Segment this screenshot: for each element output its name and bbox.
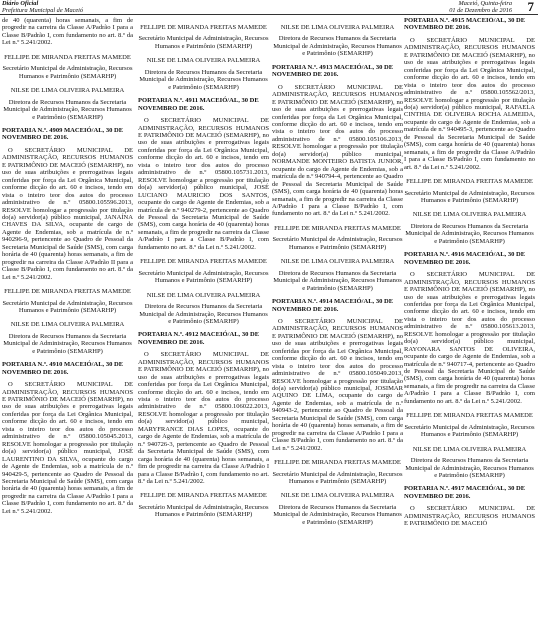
column-3 (272, 17, 403, 640)
signatory-role: Secretário Municipal de Administração, Recursos Humanos e Patrimônio (SEMARHP) (272, 236, 403, 251)
signatory-name: FELLIPE DE MIRANDA FREITAS MAMEDE (406, 178, 533, 186)
page-header (0, 0, 538, 15)
publication-info (2, 0, 83, 14)
signatory-name: FELLIPE DE MIRANDA FREITAS MAMEDE (274, 224, 401, 232)
column-1 (2, 17, 133, 640)
portaria-title: PORTARIA N.º. 4909 MACEIÓ/AL, 30 DE NOVEMBRO DE 2016. (2, 126, 124, 142)
publication-subtitle: Prefeitura Municipal de Maceió (2, 7, 84, 14)
signatory-name: FELLIPE DE MIRANDA FREITAS MAMEDE (4, 53, 131, 61)
signatory-role: Diretora de Recursos Humanos da Secretaria Municipal de Administração, Recursos Humanos e Patrimônio (SEMARHP) (139, 68, 268, 91)
body-paragraph: O SECRETÁRIO MUNICIPAL DE ADMINISTRAÇÃO, RECURSOS HUMANOS E PATRIMÔNIO DE MACEIÓ (SEMARHP), no uso de suas atribuições e prerrogativas legais conferidas por força da Lei Orgânica Municipal, conforme dicção do art. 60 e incisos, tendo em vista o inteiro teor dos autos do processo administrativo de n.º 05800.105045.2013, RESOLVE homologar a progressão por titulação do(a) servidor(a) público municipal, JOSÉ LAURENTINO DA SILVA, ocupante do cargo de Agente de Endemias, sob a matrícula de n.º 940429-5, pertencente ao Quadro de Pessoal da Secretaria Municipal de Saúde (SMS), com carga horária de 40 (quarenta) horas semanais, a fim de progredir na carreira da Classe A/Padrão I para a Classe B/Padrão I, com fundamento no art. 8.º da Lei n.º 5.241/2002. (2, 381, 133, 515)
signatory-role: Secretário Municipal de Administração, Recursos Humanos e Patrimônio (SEMARHP) (138, 503, 269, 519)
signatory-role: Secretário Municipal de Administração, Recursos Humanos e Patrimônio (SEMARHP) (404, 189, 535, 204)
portaria-title: PORTARIA N.º. 4910 MACEIÓ/AL, 30 DE NOVEMBRO DE 2016. (2, 361, 124, 376)
signatory-name: NILSE DE LIMA OLIVEIRA PALMEIRA (146, 57, 261, 65)
signatory-role: Diretora de Recursos Humanos da Secretaria Municipal de Administração, Recursos Humanos e Patrimônio (SEMARHP) (405, 222, 534, 245)
body-paragraph: O SECRETÁRIO MUNICIPAL DE ADMINISTRAÇÃO, RECURSOS HUMANOS E PATRIMÔNIO DE MACEIÓ (SEMARHP), no uso de suas atribuições e prerrogativas legais conferidas por força da Lei Orgânica Municipal, conforme dicção do art. 60 e incisos, tendo em vista o inteiro teor dos autos do processo administrativo de n.º 05800.105613.2013, RESOLVE homologar a progressão por titulação do(a) servidor(a) público municipal, RAYONARA SANTOS DE OLIVEIRA, ocupante do cargo de Agente de Endemias, sob a matrícula de n.º 940717-4, pertencente ao Quadro de Pessoal da Secretaria Municipal de Saúde (SMS), com carga horária de 40 (quarenta) horas semanais, a fim de progredir na carreira da Classe A/Padrão I para a Classe B/Padrão I, com fundamento no art. 8.º da Lei n.º 5.241/2002. (404, 271, 535, 405)
signatory-role: Diretora de Recursos Humanos da Secretaria Municipal de Administração, Recursos Humanos e Patrimônio (SEMARHP) (273, 269, 402, 292)
signatory-name: FELLIPE DE MIRANDA FREITAS MAMEDE (274, 459, 401, 467)
issue-date-line2: 01 de Dezembro de 2016 (449, 7, 512, 14)
body-paragraph: O SECRETÁRIO MUNICIPAL DE ADMINISTRAÇÃO, RECURSOS HUMANOS E PATRIMÔNIO DE MACEIÓ (SEMARHP), no uso de suas atribuições e prerrogativas legais conferidas por força da Lei Orgânica Municipal, conforme dicção do art. 60 e incisos, tendo em vista o inteiro teor dos autos do processo administrativo de n.º 05800.106022.2013, RESOLVE homologar a progressão por titulação do(a) servidor(a) público municipal, MARYFRANCE DIAS LOPES, ocupante do cargo de Agente de Endemias, sob a matrícula de n.º 940726-3, pertencente ao Quadro de Pessoal da Secretaria Municipal de Saúde (SMS), com carga horária de 40 (quarenta) horas semanais, a fim de progredir na carreira da Classe A/Padrão I para a Classe B/Padrão I, com fundamento no art. 8.º da Lei n.º 5.241/2002. (138, 351, 269, 486)
signatory-name: NILSE DE LIMA OLIVEIRA PALMEIRA (280, 492, 395, 500)
signatory-role: Diretora de Recursos Humanos da Secretaria Municipal de Administração, Recursos Humanos e Patrimônio (SEMARHP) (3, 332, 132, 355)
portaria-title: PORTARIA N.º. 4915 MACEIÓ/AL, 30 DE NOVEMBRO DE 2016. (404, 17, 526, 32)
signatory-role: Diretora de Recursos Humanos da Secretaria Municipal de Administração, Recursos Humanos e Patrimônio (SEMARHP) (3, 98, 132, 121)
article-columns (0, 17, 538, 640)
signatory-role: Secretário Municipal de Administração, Recursos Humanos e Patrimônio (SEMARHP) (138, 35, 269, 50)
body-paragraph: O SECRETÁRIO MUNICIPAL DE ADMINISTRAÇÃO, RECURSOS HUMANOS E PATRIMÔNIO DE MACEIÓ (SEMARHP), no uso de suas atribuições e prerrogativas legais conferidas por força da Lei Orgânica Municipal, conforme dicção do art. 60 e incisos, tendo em vista o inteiro teor dos autos do processo administrativo de n.º 05800.105596.2013, RESOLVE homologar a progressão por titulação do(a) servidor(a) público municipal, JANAÍNA CHAVES DA SILVA, ocupante de cargo de Agente de Endemias, sob a matrícula de n.º 940296-9, pertencente ao Quadro de Pessoal da Secretaria Municipal de Saúde (SMS), com carga horária de 40 (quarenta) horas semanais, a fim de progredir na carreira da Classe A/Padrão II para a Classe B/Padrão I, com fundamento no art. 8.º da Lei n.º 5.241/2002. (2, 146, 133, 281)
column-2 (138, 17, 269, 640)
portaria-title: PORTARIA N.º. 4914 MACEIÓ/AL, 30 DE NOVEMBRO DE 2016. (272, 298, 394, 313)
portaria-title: PORTARIA N.º. 4913 MACEIÓ/AL, 30 DE NOVEMBRO DE 2016. (272, 63, 394, 79)
signatory-role: Secretário Municipal de Administração, Recursos Humanos e Patrimônio (SEMARHP) (2, 65, 133, 80)
signatory-name: FELLIPE DE MIRANDA FREITAS MAMEDE (140, 492, 267, 500)
signatory-role: Diretora de Recursos Humanos da Secretaria Municipal de Administração, Recursos Humanos e Patrimônio (SEMARHP) (405, 457, 534, 480)
signatory-role: Secretário Municipal de Administração, Recursos Humanos e Patrimônio (SEMARHP) (2, 299, 133, 314)
signatory-role: Diretora de Recursos Humanos da Secretaria Municipal de Administração, Recursos Humanos e Patrimônio (SEMARHP) (273, 35, 402, 58)
body-paragraph: O SECRETÁRIO MUNICIPAL DE ADMINISTRAÇÃO, RECURSOS HUMANOS E PATRIMÔNIO DE MACEIÓ (SEMARHP), no uso de suas atribuições e prerrogativas legais conferidas por força da Lei Orgânica Municipal, conforme dicção do art. 60 e incisos, tendo em vista o inteiro teor dos autos do processo administrativo de n.º 05800.105106.2013, RESOLVE homologar a progressão por titulação do(a) servidor(a) público municipal, NORMANDE MONTEIRO BATISTA JUNIOR, ocupante do cargo de Agente de Endemias, sob a matrícula de n.º 940794-4, pertencente ao Quadro de Pessoal da Secretaria Municipal de Saúde (SMS), com carga horária de 40 (quarenta) horas semanais, a fim de progredir na carreira da Classe A/Padrão I para a Classe B/Padrão I, com fundamento no art. 8.º da Lei n.º 5.241/2002. (272, 83, 403, 218)
signatory-name: NILSE DE LIMA OLIVEIRA PALMEIRA (10, 321, 125, 329)
body-paragraph: O SECRETÁRIO MUNICIPAL DE ADMINISTRAÇÃO, RECURSOS HUMANOS E PATRIMÔNIO DE MACEIÓ (SEMARHP), no uso de suas atribuições e prerrogativas legais conferidas por força da Lei Orgânica Municipal, conforme dicção do art. 60 e incisos, tendo em vista o inteiro teor dos autos do processo administrativo de n.º 05800.105731.2013, RESOLVE homologar a progressão por titulação do(a) servidor(a) público municipal, JOSÉ LUCIANO MAURICIO DOS SANTOS, ocupante do cargo de Agente de Endemias, sob a matrícula de n.º 940279-2, pertencente ao Quadro de Pessoal da Secretaria Municipal de Saúde (SMS), com carga horária de 40 (quarenta) horas semanais, a fim de progredir na carreira da Classe A/Padrão I para a Classe B/Padrão I, com fundamento no art. 8.º da Lei n.º 5.241/2002. (138, 117, 269, 251)
body-paragraph: O SECRETÁRIO MUNICIPAL DE ADMINISTRAÇÃO, RECURSOS HUMANOS E PATRIMÔNIO DE MACEIÓ (SEMARHP), no uso de suas atribuições e prerrogativas legais conferidas por força da Lei Orgânica Municipal, conforme dicção do art. 60 e incisos, tendo em vista o inteiro teor dos autos do processo administrativo de n.º 05800.105562/2013, RESOLVE homologar a progressão por titulação do(a) servidor(a) público municipal, RAFAELA CINTHIA DE OLIVEIRA ROCHA ALMEIDA, ocupante do cargo de Agente de Endemias, sob a matrícula de n.º 940495-3, pertencente ao Quadro de Pessoal da Secretaria Municipal de Saúde (SMS), com carga horária de 40 (quarenta) horas semanais, a fim de progredir da Classe A/Padrão I para a Classe B/Padrão I, com fundamento no art. 8.º da Lei n.º 5.241/2002. (404, 36, 535, 171)
signatory-name: FELLIPE DE MIRANDA FREITAS MAMEDE (140, 24, 267, 31)
signatory-name: NILSE DE LIMA OLIVEIRA PALMEIRA (280, 258, 395, 266)
portaria-title: PORTARIA N.º. 4917 MACEIÓ/AL, 30 DE NOVEMBRO DE 2016. (404, 485, 526, 500)
signatory-role: Diretora de Recursos Humanos da Secretaria Municipal de Administração, Recursos Humanos e Patrimônio (SEMARHP) (139, 303, 268, 325)
signatory-name: FELLIPE DE MIRANDA FREITAS MAMEDE (4, 288, 131, 296)
issue-date (449, 0, 512, 14)
publication-name: Diário Oficial (2, 0, 39, 7)
signatory-role: Secretário Municipal de Administração, Recursos Humanos e Patrimônio (SEMARHP) (404, 423, 535, 439)
portaria-title: PORTARIA N.º. 4916 MACEIÓ/AL, 30 DE NOVEMBRO DE 2016. (404, 251, 526, 266)
signatory-name: NILSE DE LIMA OLIVEIRA PALMEIRA (412, 211, 527, 219)
body-paragraph: O SECRETÁRIO MUNICIPAL DE ADMINISTRAÇÃO, RECURSOS HUMANOS E PATRIMÔNIO DE MACEIÓ (SEMARHP), no uso de suas atribuições e prerrogativas legais conferidas por força da Lei Orgânica Municipal, conforme dicção do art. 60 e incisos, tendo em vista o inteiro teor dos autos do processo administrativo de n.º 05800.105049.2013, RESOLVE homologar a progressão por titulação do(a) servidor(a) público municipal, JOSIMAR AQUINO DE LIMA, ocupante do cargo de Agente de Endemias, sob a matrícula de n.º 940943-2, pertencente ao Quadro de Pessoal da Secretaria Municipal de Saúde (SMS), com carga horária de 40 (quarenta) horas semanais, a fim de progredir na carreira da Classe A/Padrão I para a Classe B/Padrão I, com fundamento no art. 8.º da Lei n.º 5.241/2002. (272, 317, 403, 452)
signatory-name: FELLIPE DE MIRANDA FREITAS MAMEDE (406, 412, 533, 420)
signatory-role: Secretário Municipal de Administração, Recursos Humanos e Patrimônio (SEMARHP) (138, 269, 269, 285)
body-paragraph: de 40 (quarenta) horas semanais, a fim de progredir na carreira da Classe A/Padrão I para a Classe B/Padrão I, com fundamento no art. 8.º da Lei n.º 5.241/2002. (2, 17, 133, 47)
portaria-title: PORTARIA N.º. 4912 MACEIÓ/AL, 30 DE NOVEMBRO DE 2016. (138, 331, 260, 346)
signatory-name: NILSE DE LIMA OLIVEIRA PALMEIRA (280, 24, 395, 31)
portaria-title: PORTARIA N.º. 4911 MACEIÓ/AL, 30 DE NOVEMBRO DE 2016. (138, 97, 259, 112)
signatory-role: Diretora de Recursos Humanos da Secretaria Municipal de Administração, Recursos Humanos e Patrimônio (SEMARHP) (273, 503, 402, 526)
signatory-name: NILSE DE LIMA OLIVEIRA PALMEIRA (10, 87, 125, 95)
column-4 (404, 17, 535, 640)
signatory-name: FELLIPE DE MIRANDA FREITAS MAMEDE (140, 258, 267, 266)
issue-date-line1: Maceió, Quinta-feira (458, 0, 512, 7)
signatory-role: Secretário Municipal de Administração, Recursos Humanos e Patrimônio (SEMARHP) (272, 470, 403, 486)
page-number: 7 (527, 0, 534, 14)
body-paragraph: O SECRETÁRIO MUNICIPAL DE ADMINISTRAÇÃO, RECURSOS HUMANOS E PATRIMÔNIO DE MACEIÓ (404, 505, 535, 528)
signatory-name: NILSE DE LIMA OLIVEIRA PALMEIRA (146, 291, 261, 299)
signatory-name: NILSE DE LIMA OLIVEIRA PALMEIRA (412, 445, 527, 453)
